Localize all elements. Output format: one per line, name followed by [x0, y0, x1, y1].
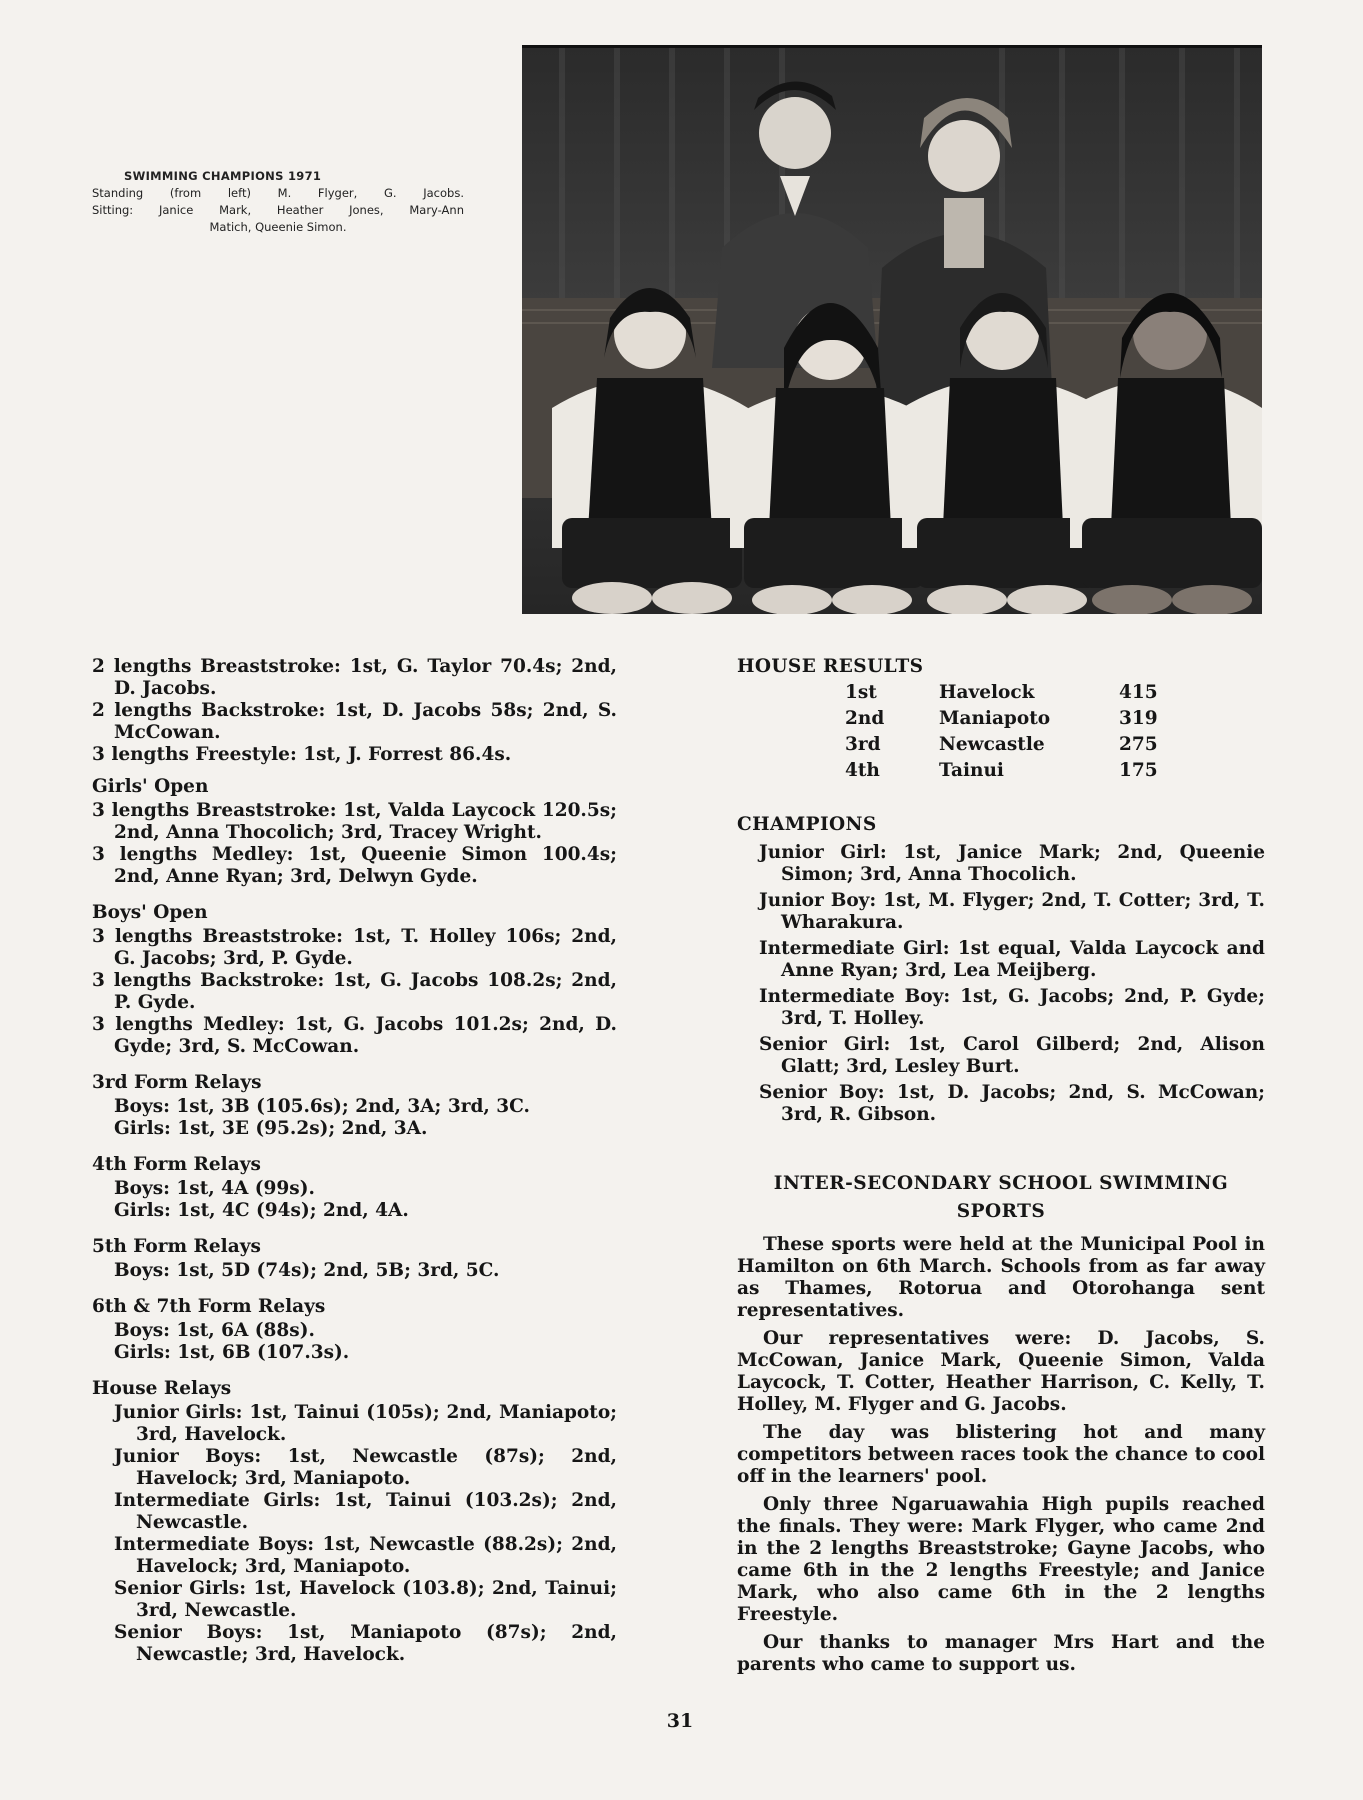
house-relay-result: Senior Girls: 1st, Havelock (103.8); 2nd, Tainui; 3rd, Newcastle. [114, 1578, 617, 1621]
result-entry: 3 lengths Backstroke: 1st, G. Jacobs 108.2s; 2nd, P. Gyde. [92, 970, 617, 1013]
heading-girls-open: Girls' Open [92, 776, 209, 797]
result-entry: 3 lengths Medley: 1st, G. Jacobs 101.2s; 2nd, D. Gyde; 3rd, S. McCowan. [92, 1014, 617, 1057]
inter-title-line1: INTER-SECONDARY SCHOOL SWIMMING [773, 1173, 1229, 1194]
relay-result: Boys: 1st, 3B (105.6s); 2nd, 3A; 3rd, 3C. [114, 1096, 530, 1117]
table-row [845, 734, 1179, 760]
caption-sitting: Sitting: Janice Mark, Heather Jones, Mary-Ann [92, 203, 464, 217]
heading-boys-open: Boys' Open [92, 902, 208, 923]
left-column [92, 656, 617, 1666]
heading-3rd-form-relays: 3rd Form Relays [92, 1072, 262, 1093]
table-row [845, 760, 1179, 786]
result-entry: 3 lengths Medley: 1st, Queenie Simon 100.4s; 2nd, Anne Ryan; 3rd, Delwyn Gyde. [92, 844, 617, 887]
inter-title-line2: SPORTS [956, 1201, 1046, 1222]
relay-result: Boys: 1st, 5D (74s); 2nd, 5B; 3rd, 5C. [114, 1260, 500, 1281]
champion-entry: Intermediate Boy: 1st, G. Jacobs; 2nd, P. Gyde; 3rd, T. Holley. [759, 986, 1265, 1029]
house-results-title: HOUSE RESULTS [737, 656, 924, 677]
house-position: 3rd [845, 734, 881, 755]
result-entry: 3 lengths Breaststroke: 1st, T. Holley 106s; 2nd, G. Jacobs; 3rd, P. Gyde. [92, 926, 617, 969]
relay-result: Boys: 1st, 4A (99s). [114, 1178, 315, 1199]
champion-entry: Junior Girl: 1st, Janice Mark; 2nd, Queenie Simon; 3rd, Anna Thocolich. [759, 842, 1265, 885]
house-position: 1st [845, 682, 877, 703]
inter-secondary-title [737, 1170, 1265, 1226]
caption-standing: Standing (from left) M. Flyger, G. Jacobs. [92, 186, 464, 200]
page-number: 31 [666, 1710, 694, 1732]
champion-entry: Senior Girl: 1st, Carol Gilberd; 2nd, Alison Glatt; 3rd, Lesley Burt. [759, 1034, 1265, 1077]
house-results-table [845, 682, 1179, 786]
result-entry: 3 lengths Freestyle: 1st, J. Forrest 86.4s. [92, 744, 512, 765]
caption-title: SWIMMING CHAMPIONS 1971 [124, 169, 322, 183]
team-photo [522, 45, 1262, 614]
champion-entry: Senior Boy: 1st, D. Jacobs; 2nd, S. McCowan; 3rd, R. Gibson. [759, 1082, 1265, 1125]
heading-5th-form-relays: 5th Form Relays [92, 1236, 261, 1257]
right-column [737, 656, 1265, 1682]
house-relay-result: Senior Boys: 1st, Maniapoto (87s); 2nd, Newcastle; 3rd, Havelock. [114, 1622, 617, 1665]
house-position: 2nd [845, 708, 885, 729]
relay-result: Girls: 1st, 4C (94s); 2nd, 4A. [114, 1200, 409, 1221]
house-name: Havelock [939, 682, 1035, 703]
house-points: 319 [1119, 708, 1158, 729]
heading-4th-form-relays: 4th Form Relays [92, 1154, 261, 1175]
house-relay-result: Junior Boys: 1st, Newcastle (87s); 2nd, Havelock; 3rd, Maniapoto. [114, 1446, 617, 1489]
caption-sitting-cont: Matich, Queenie Simon. [209, 220, 347, 234]
champion-entry: Intermediate Girl: 1st equal, Valda Laycock and Anne Ryan; 3rd, Lea Meijberg. [759, 938, 1265, 981]
table-row [845, 682, 1179, 708]
result-entry: 2 lengths Backstroke: 1st, D. Jacobs 58s; 2nd, S. McCowan. [92, 700, 617, 743]
table-row [845, 708, 1179, 734]
relay-result: Boys: 1st, 6A (88s). [114, 1320, 315, 1341]
result-entry: 2 lengths Breaststroke: 1st, G. Taylor 70.4s; 2nd, D. Jacobs. [92, 656, 617, 699]
house-points: 175 [1119, 760, 1158, 781]
relay-result: Girls: 1st, 3E (95.2s); 2nd, 3A. [114, 1118, 428, 1139]
photo-caption [92, 168, 464, 236]
article-paragraph: These sports were held at the Municipal Pool in Hamilton on 6th March. Schools from as far away as Thames, Rotorua and Otorohanga sent representatives. [737, 1234, 1265, 1321]
article-paragraph: Our representatives were: D. Jacobs, S. McCowan, Janice Mark, Queenie Simon, Valda Laycock, T. Cotter, Heather Harrison, C. Kelly, T. Holley, M. Flyger and G. Jacobs. [737, 1328, 1265, 1415]
article-paragraph: The day was blistering hot and many competitors between races took the chance to cool off in the learners' pool. [737, 1422, 1265, 1487]
result-entry: 3 lengths Breaststroke: 1st, Valda Laycock 120.5s; 2nd, Anna Thocolich; 3rd, Tracey Wright. [92, 800, 617, 843]
article-paragraph: Only three Ngaruawahia High pupils reached the finals. They were: Mark Flyger, who came 2nd in the 2 lengths Breaststroke; Gayne Jacobs, who came 6th in the 2 lengths Freestyle; and Janice Mark, who also came 6th in the 2 lengths Freestyle. [737, 1494, 1265, 1625]
house-name: Tainui [939, 760, 1004, 781]
house-relay-result: Junior Girls: 1st, Tainui (105s); 2nd, Maniapoto; 3rd, Havelock. [114, 1402, 617, 1445]
heading-6th-7th-form-relays: 6th & 7th Form Relays [92, 1296, 326, 1317]
house-name: Newcastle [939, 734, 1045, 755]
article-paragraph: Our thanks to manager Mrs Hart and the parents who came to support us. [737, 1632, 1265, 1675]
champion-entry: Junior Boy: 1st, M. Flyger; 2nd, T. Cotter; 3rd, T. Wharakura. [759, 890, 1265, 933]
house-position: 4th [845, 760, 880, 781]
house-points: 415 [1119, 682, 1158, 703]
house-points: 275 [1119, 734, 1158, 755]
heading-house-relays: House Relays [92, 1378, 232, 1399]
house-relay-result: Intermediate Boys: 1st, Newcastle (88.2s); 2nd, Havelock; 3rd, Maniapoto. [114, 1534, 617, 1577]
house-relay-result: Intermediate Girls: 1st, Tainui (103.2s); 2nd, Newcastle. [114, 1490, 617, 1533]
relay-result: Girls: 1st, 6B (107.3s). [114, 1342, 350, 1363]
champions-title: CHAMPIONS [737, 814, 877, 835]
house-name: Maniapoto [939, 708, 1051, 729]
